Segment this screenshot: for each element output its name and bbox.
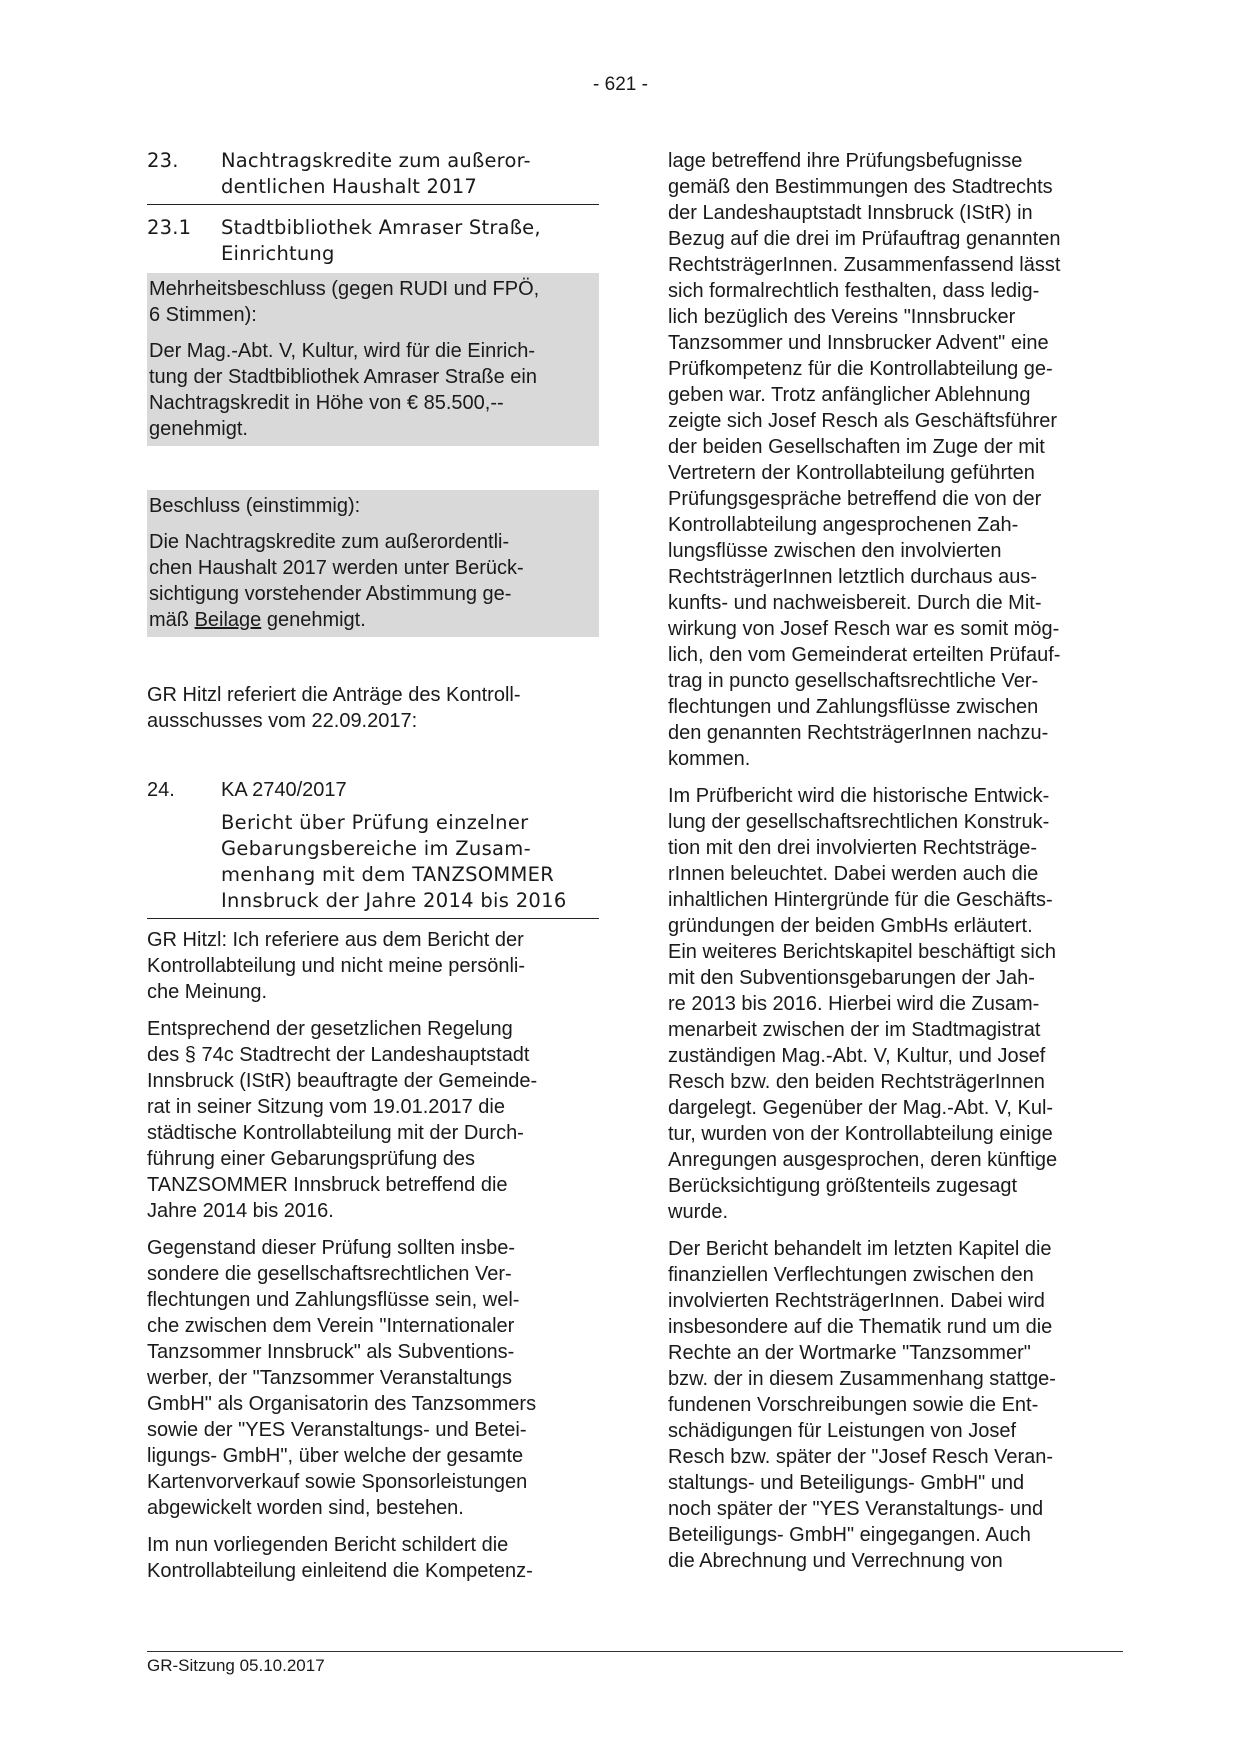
body-paragraph: lage betreffend ihre Prüfungsbefugnisse gemäß den Bestimmungen des Stadtrechts der Landeshauptstadt Innsbruck (IStR) in Bezug auf die drei im Prüfauftrag genannten RechtsträgerInnen. Zusammenfassend lässt sich formalrechtlich festhalten, dass ledig- lich bezüglich des Vereins "Innsbrucker Tanzsommer und Innsbrucker Advent" eine Prüfkompetenz für die Kontrollabteilung ge- geben war. Trotz anfänglicher Ablehnung zeigte sich Josef Resch als Geschäftsführer der beiden Gesellschaften im Zuge der mit Vertretern der Kontrollabteilung geführten Prüfungsgespräche betreffend die von der Kontrollabteilung angesprochenen Zah- lungsflüsse zwischen den involvierten RechtsträgerInnen letztlich durchaus aus- kunfts- und nachweisbereit. Durch die Mit- wirkung von Josef Resch war es somit mög- lich, den vom Gemeinderat erteilten Prüfauf- trag in puncto gesellschaftsrechtliche Ver- flechtungen und Zahlungsflüsse zwischen den genannten RechtsträgerInnen nachzu- kommen.	[668, 150, 1061, 770]
referral-text: GR Hitzl referiert die Anträge des Kontroll- ausschusses vom 22.09.2017:	[147, 684, 521, 732]
agenda-item-24-heading	[147, 777, 599, 803]
majority-decision-title: Mehrheitsbeschluss (gegen RUDI und FPÖ, 6 Stimmen):	[149, 278, 540, 326]
body-paragraph: GR Hitzl: Ich referiere aus dem Bericht der Kontrollabteilung und nicht meine persönli- che Meinung.	[147, 929, 526, 1003]
agenda-item-23-1-title: Stadtbibliothek Amraser Straße, Einrichtung	[221, 216, 541, 265]
body-paragraph: Entsprechend der gesetzlichen Regelung des § 74c Stadtrecht der Landeshauptstadt Innsbruck (IStR) beauftragte der Gemeinde- rat in seiner Sitzung vom 19.01.2017 die städtische Kontrollabteilung mit der Durch- führung einer Gebarungsprüfung des TANZSOMMER Innsbruck betreffend die Jahre 2014 bis 2016.	[147, 1018, 538, 1222]
unanimous-decision-text-end: genehmigt.	[261, 609, 366, 631]
agenda-item-24-title: Bericht über Prüfung einzelner Gebarungsbereiche im Zusam- menhang mit dem TANZSOMMER Innsbruck der Jahre 2014 bis 2016	[147, 810, 599, 919]
body-paragraph: Im nun vorliegenden Bericht schildert die Kontrollabteilung einleitend die Kompetenz-	[147, 1534, 533, 1582]
heading-divider	[147, 200, 599, 205]
unanimous-decision-box	[147, 490, 599, 637]
body-paragraph: Der Bericht behandelt im letzten Kapitel die finanziellen Verflechtungen zwischen den involvierten RechtsträgerInnen. Dabei wird insbesondere auf die Thematik rund um die Rechte an der Wortmarke "Tanzsommer" bzw. der in diesem Zusammenhang stattge- fundenen Vorschreibungen sowie die Ent- schädigungen für Leistungen von Josef Resch bzw. später der "Josef Resch Veran- staltungs- und Beteiligungs- GmbH" und noch später der "YES Veranstaltungs- und Beteiligungs- GmbH" eingegangen. Auch die Abrechnung und Verrechnung von	[668, 1238, 1056, 1572]
agenda-item-24-reference: KA 2740/2017	[221, 779, 347, 801]
body-paragraph: Im Prüfbericht wird die historische Entwick- lung der gesellschaftsrechtlichen Konstruk- tion mit den drei involvierten Rechtsträge- rInnen beleuchtet. Dabei werden auch die inhaltlichen Hintergründe für die Geschäfts- gründungen der beiden GmbHs erläutert. Ein weiteres Berichtskapitel beschäftigt sich mit den Subventionsgebarungen der Jah- re 2013 bis 2016. Hierbei wird die Zusam- menarbeit zwischen der im Stadtmagistrat zuständigen Mag.-Abt. V, Kultur, und Josef Resch bzw. den beiden RechtsträgerInnen dargelegt. Gegenüber der Mag.-Abt. V, Kul- tur, wurden von der Kontrollabteilung einige Anregungen ausgesprochen, deren künftige Berücksichtigung größtenteils zugesagt wurde.	[668, 785, 1058, 1223]
body-paragraph: Gegenstand dieser Prüfung sollten insbe- sondere die gesellschaftsrechtlichen Ver- flechtungen und Zahlungsflüsse sein, wel- che zwischen dem Verein "Internationaler Tanzsommer Innsbruck" als Subventions- werber, der "Tanzsommer Veranstaltungs GmbH" als Organisatorin des Tanzsommers sowie der "YES Veranstaltungs- und Betei- ligungs- GmbH", über welche der gesamte Kartenvorverkauf sowie Sponsorleistungen abgewickelt worden sind, bestehen.	[147, 1237, 537, 1519]
agenda-item-23-title: Nachtragskredite zum außeror- dentlichen Haushalt 2017	[221, 149, 531, 198]
agenda-item-23-number: 23.	[147, 149, 179, 172]
agenda-item-24-number: 24.	[147, 779, 175, 801]
majority-decision-text: Der Mag.-Abt. V, Kultur, wird für die Einrich- tung der Stadtbibliothek Amraser Straße ein Nachtragskredit in Höhe von € 85.500,-- genehmigt.	[149, 340, 537, 440]
left-column	[147, 148, 599, 1584]
left-body	[147, 927, 599, 1584]
unanimous-decision-title: Beschluss (einstimmig):	[149, 495, 361, 517]
majority-decision-box	[147, 273, 599, 446]
unanimous-decision-text: Die Nachtragskredite zum außerordentli- chen Haushalt 2017 werden unter Berück- sichtigung vorstehender Abstimmung ge- mäß Beilage genehmigt.	[149, 531, 524, 631]
agenda-item-23-heading	[147, 148, 599, 200]
footer-divider	[147, 1651, 1123, 1652]
right-column	[668, 148, 1123, 1574]
agenda-item-23-1-heading	[147, 215, 599, 267]
beilage-link[interactable]: Beilage	[194, 609, 262, 631]
footer-session-date: GR-Sitzung 05.10.2017	[147, 1656, 325, 1675]
page-number: - 621 -	[593, 74, 648, 95]
agenda-item-23-1-number: 23.1	[147, 216, 192, 239]
